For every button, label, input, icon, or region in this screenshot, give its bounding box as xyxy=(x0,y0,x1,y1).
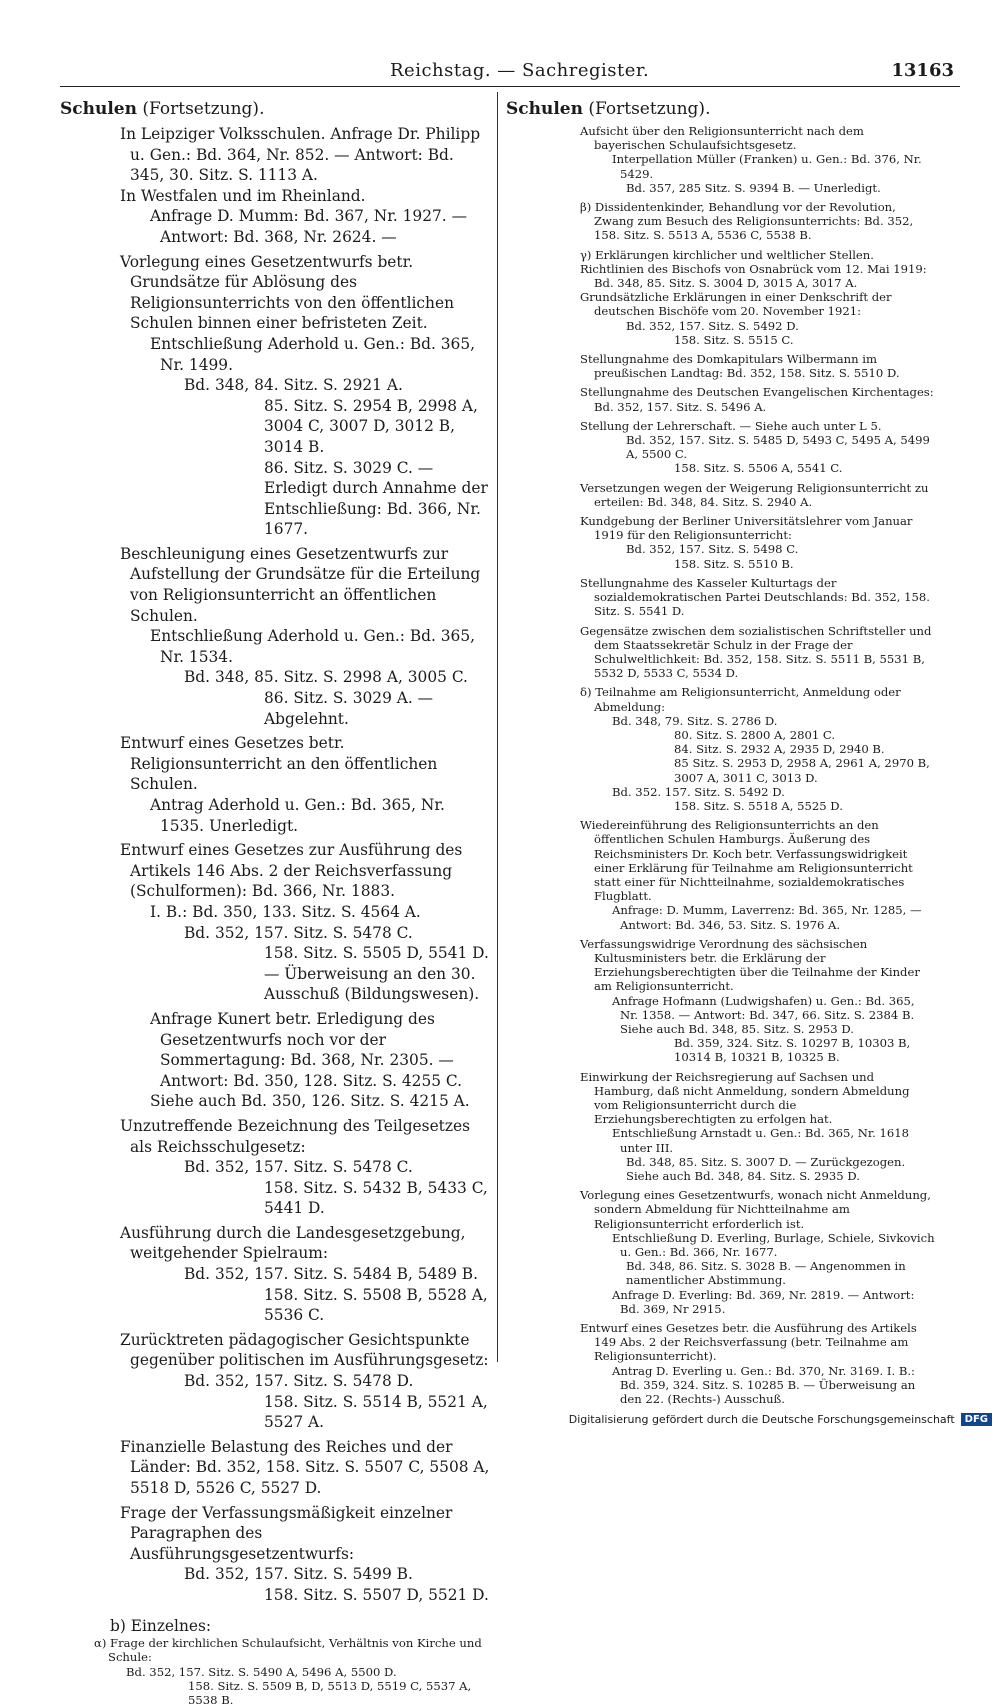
index-entry: 158. Sitz. S. 5514 B, 5521 A, 5527 A. xyxy=(264,1392,488,1432)
index-entry: Entwurf eines Gesetzes betr. Religionsunterricht an den öffentlichen Schulen. xyxy=(120,734,438,794)
index-entry: Verfassungswidrige Verordnung des sächsischen Kultusministers betr. die Erklärung der Erziehungsberechtigten über die Teilnahme der Kinder am Religionsunterricht. xyxy=(580,936,920,994)
index-entry: Bd. 348, 85. Sitz. S. 3007 D. — Zurückgezogen. Siehe auch Bd. 348, 84. Sitz. S. 2935 D. xyxy=(626,1154,906,1184)
index-entry: 86. Sitz. S. 3029 A. — Abgelehnt. xyxy=(264,689,434,728)
left-entries xyxy=(60,124,490,1606)
right-heading: Schulen (Fortsetzung). xyxy=(506,99,711,119)
index-entry: Entschließung Aderhold u. Gen.: Bd. 365, Nr. 1534. xyxy=(150,627,476,666)
left-heading: Schulen (Fortsetzung). xyxy=(60,99,265,119)
index-entry: 158. Sitz. S. 5506 A, 5541 C. xyxy=(674,461,843,476)
index-entry: Vorlegung eines Gesetzentwurfs, wonach nicht Anmeldung, sondern Abmeldung für Nichtteilnahme am Religionsunterricht erforderlich ist. xyxy=(580,1188,931,1231)
index-entry: Wiedereinführung des Religionsunterrichts an den öffentlichen Schulen Hamburgs. Äußerung des Reichsministers Dr. Koch betr. Verfassungswidrigkeit einer Erklärung für Teilnahme am Religionsunterricht statt einer für Nichtteilnahme, sozialdemokratisches Flugblatt. xyxy=(580,818,913,904)
index-entry: Anfrage D. Everling: Bd. 369, Nr. 2819. — Antwort: Bd. 369, Nr 2915. xyxy=(612,1287,915,1316)
index-entry: Bd. 352, 157. Sitz. S. 5490 A, 5496 A, 5500 D. xyxy=(126,1664,397,1679)
header-rule xyxy=(60,86,960,87)
index-entry: Einwirkung der Reichsregierung auf Sachsen und Hamburg, daß nicht Anmeldung, sondern Abmeldung vom Religionsunterricht durch die Erziehungsberechtigten zu erfolgen hat. xyxy=(580,1069,910,1127)
index-entry: 158. Sitz. S. 5509 B, D, 5513 D, 5519 C, 5537 A, 5538 B. xyxy=(188,1678,472,1707)
index-entry: Unzutreffende Bezeichnung des Teilgesetzes als Reichsschulgesetz: xyxy=(120,1116,470,1156)
index-entry: Entwurf eines Gesetzes zur Ausführung des Artikels 146 Abs. 2 der Reichsverfassung (Schulformen): Bd. 366, Nr. 1883. xyxy=(120,841,463,901)
index-entry: Gegensätze zwischen dem sozialistischen Schriftsteller und dem Staatssekretär Schulz in der Frage der Schulweltlichkeit: Bd. 352, 158. Sitz. S. 5511 B, 5531 B, 5532 D, 5533 C, 5534 D. xyxy=(580,623,932,681)
index-entry: 158. Sitz. S. 5505 D, 5541 D. — Überweisung an den 30. Ausschuß (Bildungswesen). xyxy=(264,944,489,1004)
index-entry: Bd. 348, 79. Sitz. S. 2786 D. xyxy=(612,713,778,728)
index-entry: δ) Teilnahme am Religionsunterricht, Anmeldung oder Abmeldung: xyxy=(580,685,901,714)
index-entry: Bd. 352, 157. Sitz. S. 5478 C. xyxy=(184,1158,413,1177)
index-entry: 158. Sitz. S. 5518 A, 5525 D. xyxy=(674,798,843,813)
index-entry: 158. Sitz. S. 5515 C. xyxy=(674,332,794,347)
index-entry: Bd. 359, 324. Sitz. S. 10297 B, 10303 B, 10314 B, 10321 B, 10325 B. xyxy=(674,1036,911,1065)
index-entry: Bd. 352, 157. Sitz. S. 5478 D. xyxy=(184,1372,414,1391)
index-entry: Finanzielle Belastung des Reiches und der Länder: Bd. 352, 158. Sitz. S. 5507 C, 5508 A, 5518 D, 5526 C, 5527 D. xyxy=(120,1437,490,1497)
index-entry: Bd. 348, 86. Sitz. S. 3028 B. — Angenommen in namentlicher Abstimmung. xyxy=(626,1259,906,1288)
index-entry: Bd. 352. 157. Sitz. S. 5492 D. xyxy=(612,784,785,799)
index-entry: 80. Sitz. S. 2800 A, 2801 C. xyxy=(674,727,836,742)
index-entry: Stellungnahme des Domkapitulars Wilbermann im preußischen Landtag: Bd. 352, 158. Sitz. S. 5510 D. xyxy=(580,352,900,381)
index-entry: Entschließung D. Everling, Burlage, Schiele, Sivkovich u. Gen.: Bd. 366, Nr. 1677. xyxy=(612,1230,935,1260)
index-entry: β) Dissidentenkinder, Behandlung vor der Revolution, Zwang zum Besuch des Religionsunterrichts: Bd. 352, 158. Sitz. S. 5513 A, 5536 C, 5538 B. xyxy=(580,200,914,243)
index-entry: Kundgebung der Berliner Universitätslehrer vom Januar 1919 für den Religionsunterricht: xyxy=(580,514,913,543)
page-header xyxy=(60,56,960,90)
index-entry: Siehe auch Bd. 350, 126. Sitz. S. 4215 A. xyxy=(150,1092,470,1111)
index-entry: Bd. 352, 157. Sitz. S. 5499 B. xyxy=(184,1565,413,1584)
index-entry: Anfrage D. Mumm: Bd. 367, Nr. 1927. — Antwort: Bd. 368, Nr. 2624. — xyxy=(150,207,467,246)
index-entry: Ausführung durch die Landesgesetzgebung, weitgehender Spielraum: xyxy=(120,1223,466,1263)
index-entry: Anfrage Hofmann (Ludwigshafen) u. Gen.: Bd. 365, Nr. 1358. — Antwort: Bd. 347, 66. Sitz. S. 2384 B. Siehe auch Bd. 348, 85. Sitz. S. 2953 D. xyxy=(612,993,915,1036)
index-entry: Bd. 352, 157. Sitz. S. 5498 C. xyxy=(626,542,799,557)
index-entry: In Leipziger Volksschulen. Anfrage Dr. Philipp u. Gen.: Bd. 364, Nr. 852. — Antwort: Bd. 345, 30. Sitz. S. 1113 A. xyxy=(120,125,481,185)
index-entry: 158. Sitz. S. 5510 B. xyxy=(674,556,794,571)
index-entry: α) Frage der kirchlichen Schulaufsicht, Verhältnis von Kirche und Schule: xyxy=(94,1636,482,1665)
index-entry: Bd. 352, 157. Sitz. S. 5485 D, 5493 C, 5495 A, 5499 A, 5500 C. xyxy=(626,433,930,462)
index-entry: Bd. 357, 285 Sitz. S. 9394 B. — Unerledigt. xyxy=(626,180,881,195)
index-entry: 84. Sitz. S. 2932 A, 2935 D, 2940 B. xyxy=(674,742,885,757)
right-entries xyxy=(506,124,936,1406)
footer xyxy=(569,1413,992,1426)
footer-text: Digitalisierung gefördert durch die Deutsche Forschungsgemeinschaft xyxy=(568,1413,955,1426)
index-entry: I. B.: Bd. 350, 133. Sitz. S. 4564 A. xyxy=(150,902,421,921)
index-entry: Beschleunigung eines Gesetzentwurfs zur Aufstellung der Grundsätze für die Erteilung von Religionsunterricht an öffentlichen Schulen. xyxy=(120,544,481,625)
column-divider xyxy=(497,92,498,1362)
index-entry: Entschließung Arnstadt u. Gen.: Bd. 365, Nr. 1618 unter III. xyxy=(612,1126,910,1155)
index-entry: Antrag D. Everling u. Gen.: Bd. 370, Nr. 3169. I. B.: Bd. 359, 324. Sitz. S. 10285 B. — Überweisung an den 22. (Rechts-) Ausschuß. xyxy=(612,1363,916,1407)
index-entry: Versetzungen wegen der Weigerung Religionsunterricht zu erteilen: Bd. 348, 84. Sitz. S. 2940 A. xyxy=(580,480,929,509)
index-entry: Bd. 352, 157. Sitz. S. 5484 B, 5489 B. xyxy=(184,1265,479,1284)
index-entry: Anfrage Kunert betr. Erledigung des Gesetzentwurfs noch vor der Sommertagung: Bd. 368, Nr. 2305. — Antwort: Bd. 350, 128. Sitz. S. 4255 C. xyxy=(150,1009,463,1090)
alpha-entries xyxy=(20,1636,490,1707)
index-entry: 158. Sitz. S. 5507 D, 5521 D. xyxy=(264,1585,489,1604)
index-entry: γ) Erklärungen kirchlicher und weltlicher Stellen. xyxy=(580,247,874,262)
dfg-logo: DFG xyxy=(961,1413,992,1426)
index-entry: Bd. 348, 84. Sitz. S. 2921 A. xyxy=(184,376,403,395)
index-entry: Anfrage: D. Mumm, Laverrenz: Bd. 365, Nr. 1285, — Antwort: Bd. 346, 53. Sitz. S. 1976 A. xyxy=(612,903,922,932)
index-entry: Entschließung Aderhold u. Gen.: Bd. 365, Nr. 1499. xyxy=(150,334,476,374)
index-entry: Grundsätzliche Erklärungen in einer Denkschrift der deutschen Bischöfe vom 20. November 1921: xyxy=(580,290,892,319)
section-b-heading: b) Einzelnes: xyxy=(110,1616,212,1635)
index-entry: 86. Sitz. S. 3029 C. — Erledigt durch Annahme der Entschließung: Bd. 366, Nr. 1677. xyxy=(264,458,488,539)
index-entry: 158. Sitz. S. 5432 B, 5433 C, 5441 D. xyxy=(264,1178,488,1218)
page-number: 13163 xyxy=(891,60,954,81)
index-entry: Richtlinien des Bischofs von Osnabrück vom 12. Mai 1919: Bd. 348, 85. Sitz. S. 3004 D, 3015 A, 3017 A. xyxy=(580,261,927,291)
index-entry: In Westfalen und im Rheinland. xyxy=(120,186,366,205)
index-entry: Stellung der Lehrerschaft. — Siehe auch unter L 5. xyxy=(580,418,882,433)
index-entry: Interpellation Müller (Franken) u. Gen.: Bd. 376, Nr. 5429. xyxy=(612,152,922,181)
index-entry: 158. Sitz. S. 5508 B, 5528 A, 5536 C. xyxy=(264,1285,488,1325)
index-entry: Bd. 348, 85. Sitz. S. 2998 A, 3005 C. xyxy=(184,668,468,687)
running-title: Reichstag. — Sachregister. xyxy=(390,60,650,81)
index-entry: Vorlegung eines Gesetzentwurfs betr. Grundsätze für Ablösung des Religionsunterrichts von den öffentlichen Schulen binnen einer befristeten Zeit. xyxy=(120,252,454,333)
index-entry: Stellungnahme des Kasseler Kulturtags der sozialdemokratischen Partei Deutschlands: Bd. 352, 158. Sitz. S. 5541 D. xyxy=(580,575,930,619)
index-entry: Entwurf eines Gesetzes betr. die Ausführung des Artikels 149 Abs. 2 der Reichsverfassung (betr. Teilnahme am Religionsunterricht). xyxy=(580,1321,917,1364)
index-entry: Frage der Verfassungsmäßigkeit einzelner Paragraphen des Ausführungsgesetzentwurfs: xyxy=(120,1503,453,1563)
left-column xyxy=(60,98,490,1707)
index-entry: Stellungnahme des Deutschen Evangelischen Kirchentages: Bd. 352, 157. Sitz. S. 5496 A. xyxy=(580,385,934,414)
index-entry: Zurücktreten pädagogischer Gesichtspunkte gegenüber politischen im Ausführungsgesetz: xyxy=(120,1330,489,1370)
index-entry: 85 Sitz. S. 2953 D, 2958 A, 2961 A, 2970 B, 3007 A, 3011 C, 3013 D. xyxy=(674,756,930,785)
index-entry: Bd. 352, 157. Sitz. S. 5492 D. xyxy=(626,318,799,333)
index-entry: 85. Sitz. S. 2954 B, 2998 A, 3004 C, 3007 D, 3012 B, 3014 B. xyxy=(264,396,478,456)
right-column xyxy=(506,98,936,1406)
index-entry: Antrag Aderhold u. Gen.: Bd. 365, Nr. 1535. Unerledigt. xyxy=(150,796,445,835)
index-entry: Bd. 352, 157. Sitz. S. 5478 C. xyxy=(184,923,413,942)
index-entry: Aufsicht über den Religionsunterricht nach dem bayerischen Schulaufsichtsgesetz. xyxy=(580,124,864,153)
